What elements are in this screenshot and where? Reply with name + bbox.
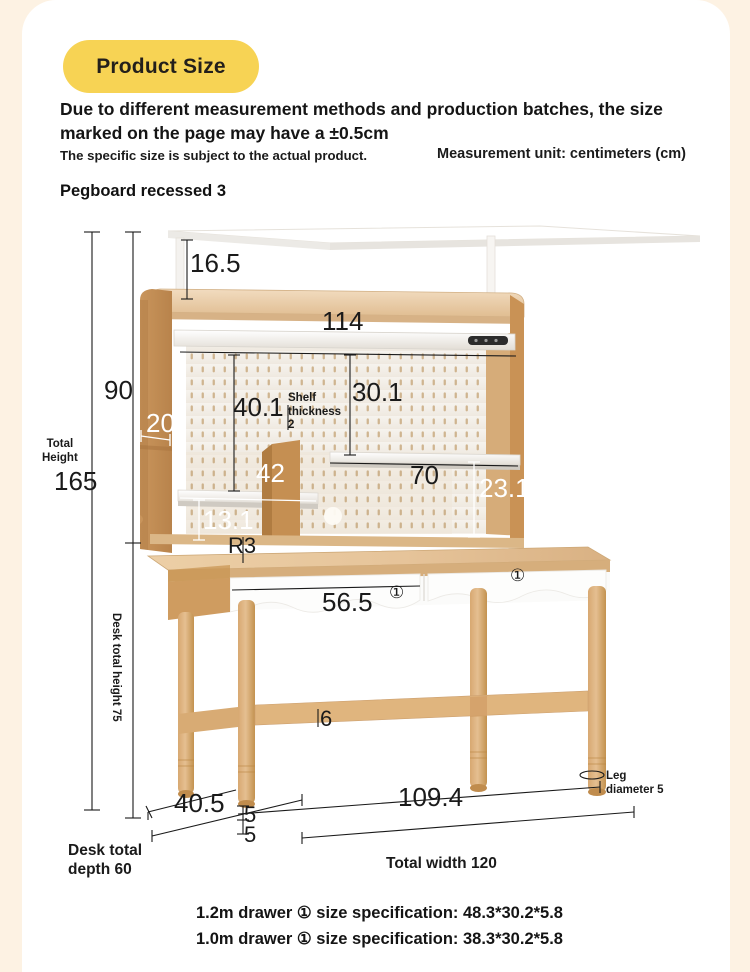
dim-foot-step-2: 5 <box>244 822 257 847</box>
tolerance-note: Due to different measurement methods and production batches, the size marked on the page may have a ±0.5cm <box>60 99 663 143</box>
dim-upper-bay-right: 30.1 <box>352 377 403 407</box>
desk-assembly <box>148 547 610 808</box>
dim-total-height: 165 <box>54 466 98 496</box>
hutch-assembly <box>140 289 524 553</box>
spec-line-1.0m: 1.0m drawer ① size specification: 38.3*30.2*5.8 <box>196 929 563 948</box>
led-light-bar <box>174 330 515 350</box>
dim-desk-height: Desk total height 75 <box>110 613 122 722</box>
unit-note: Measurement unit: centimeters (cm) <box>437 146 686 162</box>
drawer-marker-left: ① <box>389 583 405 602</box>
dim-leg-span-width: 109.4 <box>398 782 464 812</box>
dim-total-width: Total width 120 <box>386 855 497 872</box>
top-floating-shelf <box>168 226 700 300</box>
dim-desk-depth: Desk total depth 60 <box>68 842 143 879</box>
product-size-badge: Product Size <box>63 40 259 93</box>
dim-top-shelf-gap: 16.5 <box>190 248 241 278</box>
drawer-specifications <box>196 901 563 952</box>
dim-leg-diameter: Leg diameter 5 <box>606 770 664 796</box>
drawer-marker-right: ① <box>510 566 526 585</box>
dim-leg-span-depth: 40.5 <box>174 788 225 818</box>
dim-left-shelf-width: 42 <box>256 458 285 488</box>
dim-lower-bay-right: 23.1 <box>479 473 530 503</box>
dim-right-shelf-width: 70 <box>410 460 439 490</box>
dim-shelf-thickness: Shelf thickness 2 <box>288 392 342 432</box>
dim-lower-bay-left: 13.1 <box>203 505 254 535</box>
dim-corner-radius: R3 <box>228 533 257 558</box>
dim-total-height-caption: Total Height <box>42 438 78 464</box>
dim-hutch-width: 114 <box>322 306 364 336</box>
dim-drawer-width: 56.5 <box>322 587 373 617</box>
dim-foot-step-1: 5 <box>244 802 257 827</box>
disclaimer-note: The specific size is subject to the actual product. <box>60 148 368 163</box>
dim-hutch-height: 90 <box>104 375 133 405</box>
dim-upper-bay-left: 40.1 <box>233 392 284 422</box>
spec-line-1.2m: 1.2m drawer ① size specification: 48.3*30.2*5.8 <box>196 904 563 922</box>
dim-side-panel-depth: 20 <box>146 408 175 438</box>
variant-label: Pegboard recessed 3 <box>60 182 226 200</box>
dim-stretcher: 6 <box>320 706 333 731</box>
